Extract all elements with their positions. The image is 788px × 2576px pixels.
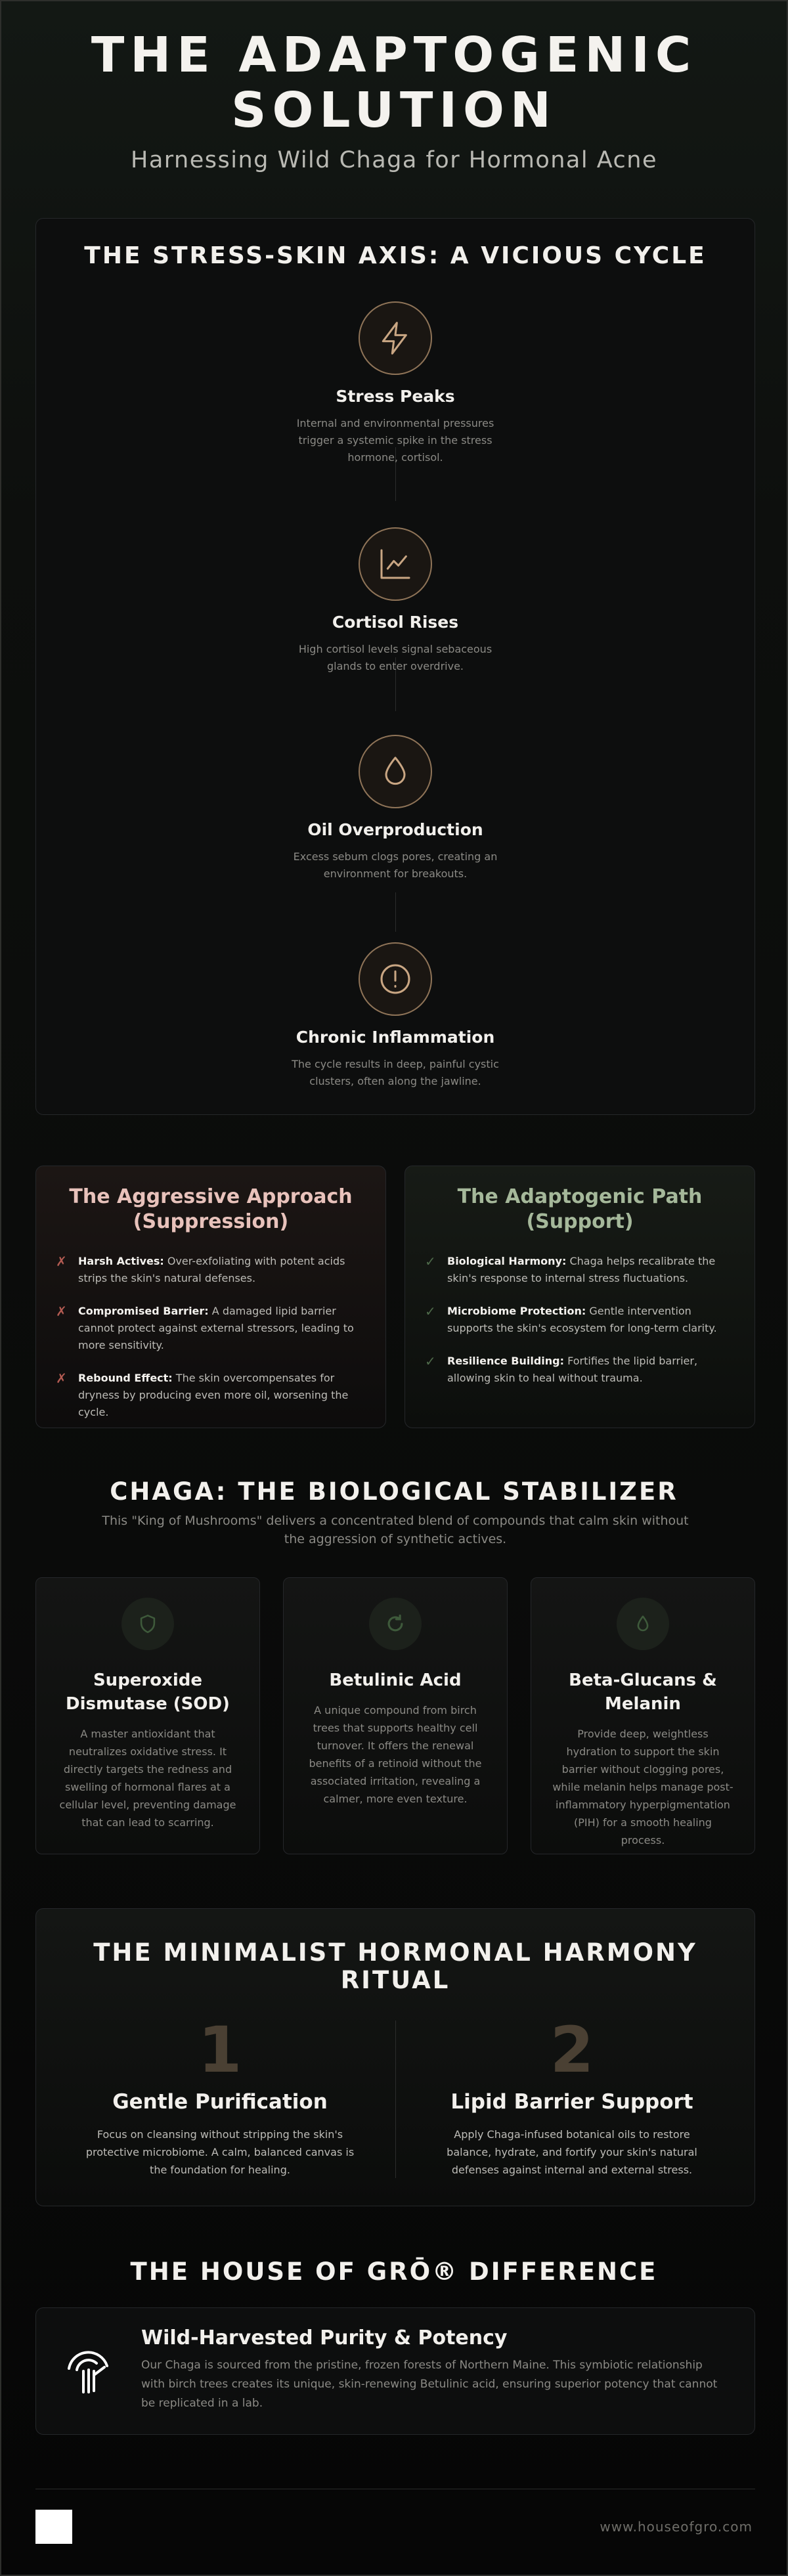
page-subtitle: Harnessing Wild Chaga for Hormonal Acne: [131, 147, 657, 173]
cross-icon: ✗: [56, 1254, 67, 1269]
cross-icon: ✗: [56, 1370, 67, 1386]
item-text: The skin overcompensates for dryness by producing even more oil, worsening the cycle.: [78, 1372, 349, 1418]
cycle-step: [36, 735, 755, 883]
refresh-icon: [369, 1598, 422, 1650]
house-section-title: THE HOUSE OF GRŌ® DIFFERENCE: [130, 2258, 658, 2286]
line-chart-icon: [359, 527, 432, 601]
website-link[interactable]: www.houseofgro.com: [600, 2519, 753, 2535]
compound-text: A master antioxidant that neutralizes oxidative stress. It directly targets the redness and swelling of hormonal flares at a cellular level, preventing damage that can lead to scarring.: [59, 1728, 236, 1829]
compound-text: Provide deep, weightless hydration to support the skin barrier without clogging pores, while melanin helps manage post-inflammatory hyperpigmentation (PIH) for a smooth healing process.: [552, 1728, 733, 1846]
cycle-step: [36, 942, 755, 1090]
item-label: Rebound Effect:: [78, 1372, 173, 1384]
alert-circle-icon: [359, 942, 432, 1016]
check-icon: ✓: [425, 1303, 436, 1319]
cycle-step-text: High cortisol levels signal sebaceous glands to enter overdrive.: [298, 643, 492, 672]
list-item: [425, 1253, 735, 1287]
droplet-icon: [617, 1598, 669, 1650]
item-label: Harsh Actives:: [78, 1255, 164, 1267]
shield-icon: [121, 1598, 174, 1650]
cycle-step-title: Oil Overproduction: [307, 820, 483, 839]
item-label: Biological Harmony:: [447, 1255, 567, 1267]
adaptogenic-path-title: The Adaptogenic Path (Support): [457, 1185, 703, 1233]
ritual-card: [35, 1908, 755, 2206]
droplet-icon: [359, 735, 432, 808]
ritual-title: THE MINIMALIST HORMONAL HARMONY RITUAL: [93, 1938, 697, 1994]
aggressive-list: [56, 1253, 366, 1421]
item-text: Over-exfoliating with potent acids strips the skin's natural defenses.: [78, 1255, 345, 1284]
list-item: [56, 1253, 366, 1287]
list-item: [56, 1303, 366, 1354]
cycle-step: [36, 527, 755, 675]
ritual-step-title: Gentle Purification: [112, 2090, 328, 2114]
item-text: Fortifies the lipid barrier, allowing skin to heal without trauma.: [447, 1355, 698, 1384]
item-label: Resilience Building:: [447, 1355, 565, 1367]
cycle-step-title: Stress Peaks: [336, 387, 455, 406]
ritual-step-title: Lipid Barrier Support: [450, 2090, 693, 2114]
chaga-description: This "King of Mushrooms" delivers a concentrated blend of compounds that calm skin without the aggression of synthetic actives.: [102, 1514, 689, 1546]
house-text: Our Chaga is sourced from the pristine, frozen forests of Northern Maine. This symbiotic relationship with birch trees creates its unique, skin-renewing Betulinic acid, ensuring superior potency that cannot be replicated in a lab.: [141, 2359, 718, 2410]
brand-logo: [35, 2510, 72, 2544]
chaga-section-title: CHAGA: THE BIOLOGICAL STABILIZER: [110, 1477, 678, 1506]
cycle-title: THE STRESS-SKIN AXIS: A VICIOUS CYCLE: [84, 242, 707, 269]
compound-title: Superoxide Dismutase (SOD): [66, 1670, 230, 1714]
cycle-step-text: The cycle results in deep, painful cystic clusters, often along the jawline.: [292, 1058, 499, 1087]
ritual-step-number: 1: [198, 2013, 242, 2087]
ritual-step-number: 2: [550, 2013, 594, 2087]
lightning-icon: [359, 301, 432, 375]
cycle-step-text: Excess sebum clogs pores, creating an environment for breakouts.: [293, 850, 498, 880]
check-icon: ✓: [425, 1254, 436, 1269]
page-title: THE ADAPTOGENIC SOLUTION: [91, 27, 697, 139]
ritual-step-text: Apply Chaga-infused botanical oils to restore balance, hydrate, and fortify your skin's natural defenses against internal and external stress.: [447, 2128, 697, 2176]
house-heading: Wild-Harvested Purity & Potency: [141, 2326, 508, 2349]
list-item: [425, 1303, 735, 1337]
house-card: [35, 2307, 755, 2435]
list-item: [425, 1353, 735, 1387]
harvest-hand-icon: [64, 2345, 114, 2397]
ritual-step: [56, 2014, 384, 2179]
list-item: [56, 1370, 366, 1421]
adaptogenic-path-card: [405, 1166, 755, 1428]
aggressive-approach-card: [35, 1166, 386, 1428]
compound-card: [35, 1577, 260, 1854]
cycle-step: [36, 301, 755, 466]
hero-section: [1, 1, 787, 173]
compound-title: Beta-Glucans & Melanin: [569, 1670, 717, 1714]
adaptogenic-list: [425, 1253, 735, 1387]
compound-title: Betulinic Acid: [329, 1670, 462, 1690]
item-label: Compromised Barrier:: [78, 1305, 209, 1317]
stress-cycle-card: [35, 218, 755, 1115]
ritual-step: [408, 2014, 736, 2179]
cycle-step-title: Cortisol Rises: [332, 613, 459, 632]
timeline-connector: [395, 892, 396, 932]
cycle-step-title: Chronic Inflammation: [296, 1028, 495, 1047]
compound-text: A unique compound from birch trees that supports healthy cell turnover. It offers the renewal benefits of a retinoid without the associated irritation, revealing a calmer, more even texture.: [309, 1704, 482, 1805]
check-icon: ✓: [425, 1353, 436, 1369]
aggressive-approach-title: The Aggressive Approach (Suppression): [69, 1185, 353, 1233]
ritual-step-text: Focus on cleansing without stripping the skin's protective microbiome. A calm, balanced canvas is the foundation for healing.: [85, 2128, 355, 2176]
item-label: Microbiome Protection:: [447, 1305, 586, 1317]
cross-icon: ✗: [56, 1303, 67, 1319]
ritual-divider: [395, 2020, 396, 2178]
compound-card: [531, 1577, 755, 1854]
item-text: A damaged lipid barrier cannot protect against external stressors, leading to more sensitivity.: [78, 1305, 354, 1351]
item-text: Gentle intervention supports the skin's ecosystem for long-term clarity.: [447, 1305, 717, 1334]
compound-card: [283, 1577, 508, 1854]
item-text: Chaga helps recalibrate the skin's response to internal stress fluctuations.: [447, 1255, 716, 1284]
cycle-step-text: Internal and environmental pressures trigger a systemic spike in the stress hormone, cortisol.: [296, 417, 494, 464]
